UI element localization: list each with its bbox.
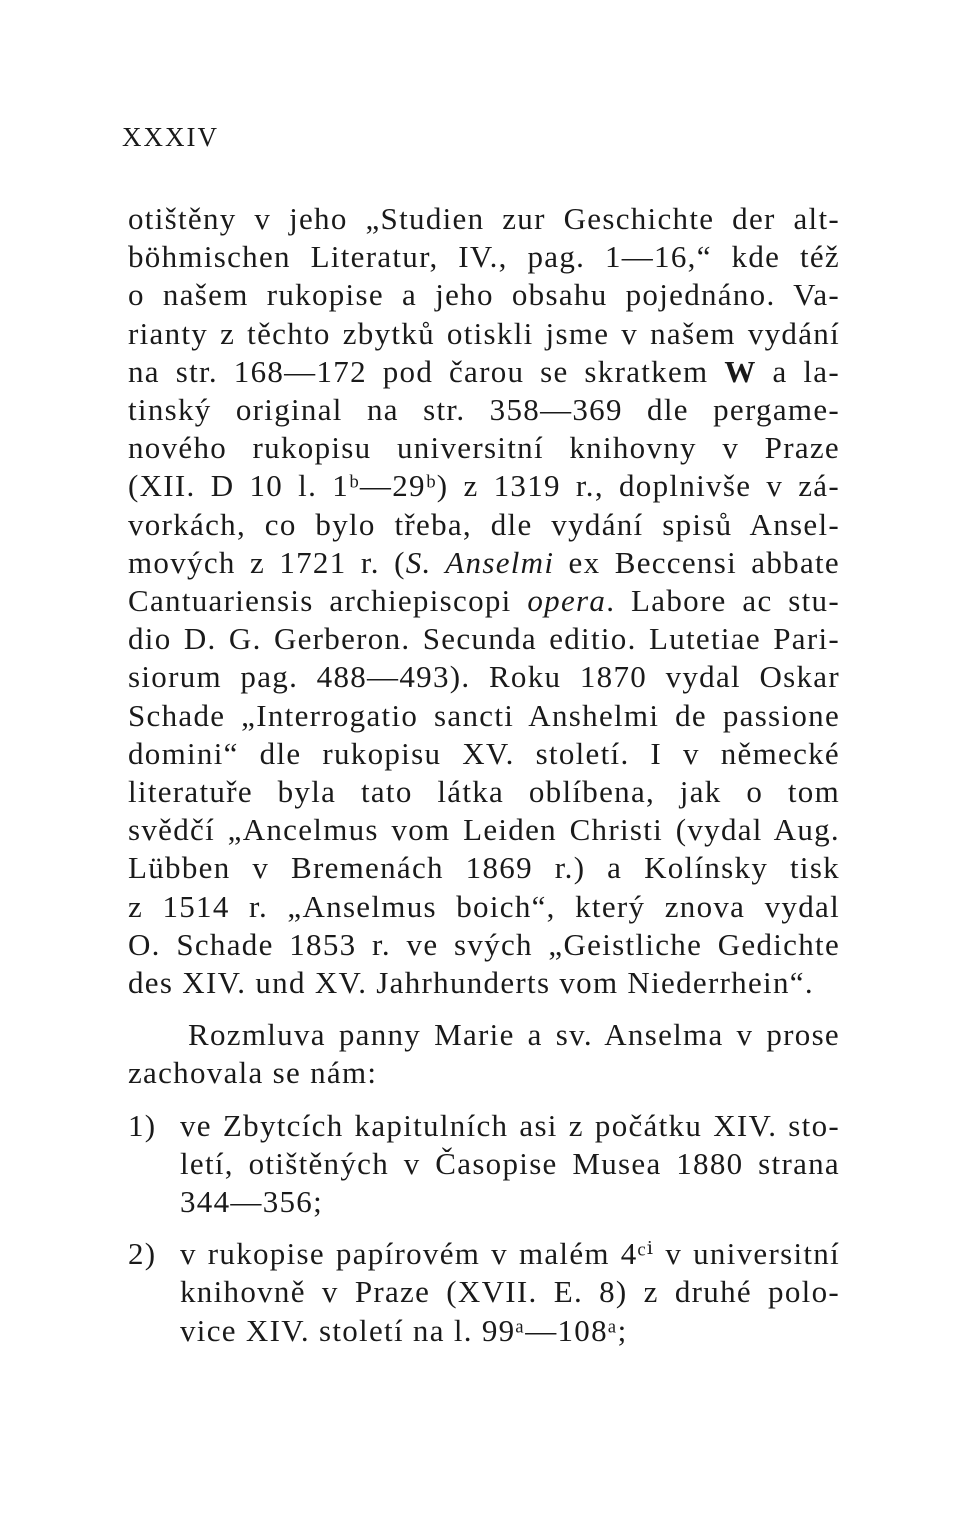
- text-line: [128, 582, 840, 620]
- text-line: z 1514 r. „Anselmus boich“, který znova vydal: [128, 888, 840, 924]
- text-segment: a la-: [772, 353, 840, 389]
- page-number: XXXIV: [122, 122, 219, 152]
- text-line: tinský original na str. 358—369 dle pergame-: [128, 392, 840, 428]
- text-line: Rozmluva panny Marie a sv. Anselma v prose: [188, 1017, 840, 1053]
- siglum-w: W: [724, 353, 757, 389]
- text-line: svědčí „Ancelmus vom Leiden Christi (vydal Aug.: [128, 812, 840, 848]
- text-line: O. Schade 1853 r. ve svých „Geistliche Gedichte: [128, 926, 840, 962]
- text-line: [128, 353, 840, 391]
- text-line: v rukopise papírovém v malém 4ᶜⁱ v universitní: [180, 1236, 840, 1272]
- text-line: dio D. G. Gerberon. Secunda editio. Lutetiae Pari-: [128, 621, 840, 657]
- text-line: 344—356;: [180, 1184, 324, 1220]
- text-line: vorkách, co bylo třeba, dle vydání spisů Ansel-: [128, 506, 840, 542]
- text-line: letí, otištěných v Časopise Musea 1880 strana: [180, 1145, 840, 1181]
- text-line: o našem rukopise a jeho obsahu pojednáno. Va-: [128, 277, 840, 313]
- italic-word: opera: [527, 583, 607, 619]
- text-line: zachovala se nám:: [128, 1055, 378, 1091]
- list-item-number: 2): [128, 1236, 157, 1272]
- text-line: [128, 544, 840, 582]
- text-line: nového rukopisu universitní knihovny v Praze: [128, 430, 840, 466]
- text-line: des XIV. und XV. Jahrhunderts vom Niederrhein“.: [128, 965, 814, 1001]
- text-line: literatuře byla tato látka oblíbena, jak o tom: [128, 774, 840, 810]
- italic-title: S. Anselmi: [405, 544, 555, 580]
- list-item: [128, 1107, 840, 1222]
- paragraph-2: [128, 1016, 840, 1092]
- text-line: otištěny v jeho „Studien zur Geschichte der alt-: [128, 201, 840, 236]
- text-line: Schade „Interrogatio sancti Anshelmi de passione: [128, 697, 840, 733]
- text-segment: ex Beccensi abbate: [554, 544, 840, 580]
- text-segment: Cantuariensis archiepiscopi: [128, 583, 512, 619]
- text-line: siorum pag. 488—493). Roku 1870 vydal Oskar: [128, 659, 840, 695]
- text-line: vice XIV. století na l. 99ᵃ—108ᵃ;: [180, 1312, 628, 1348]
- list-item-number: 1): [128, 1107, 157, 1143]
- text-line: rianty z těchto zbytků otiskli jsme v našem vydání: [128, 315, 840, 351]
- text-line: Lübben v Bremenách 1869 r.) a Kolínsky tisk: [128, 850, 840, 886]
- list-item: [128, 1235, 840, 1350]
- text-line: knihovně v Praze (XVII. E. 8) z druhé polo-: [180, 1274, 840, 1310]
- text-line: domini“ dle rukopisu XV. století. I v německé: [128, 735, 840, 771]
- paragraph-1: [128, 200, 840, 1002]
- text-line: (XII. D 10 l. 1ᵇ—29ᵇ) z 1319 r., doplnivše v zá-: [128, 468, 840, 504]
- text-segment: mových z 1721 r. (: [128, 544, 406, 580]
- text-line: ve Zbytcích kapitulních asi z počátku XIV. sto-: [180, 1107, 840, 1143]
- text-segment: . Labore ac stu-: [606, 583, 840, 619]
- main-text: [128, 200, 840, 1350]
- text-line: böhmischen Literatur, IV., pag. 1—16,“ kde též: [128, 239, 840, 275]
- text-segment: na str. 168—172 pod čarou se skratkem: [128, 353, 709, 389]
